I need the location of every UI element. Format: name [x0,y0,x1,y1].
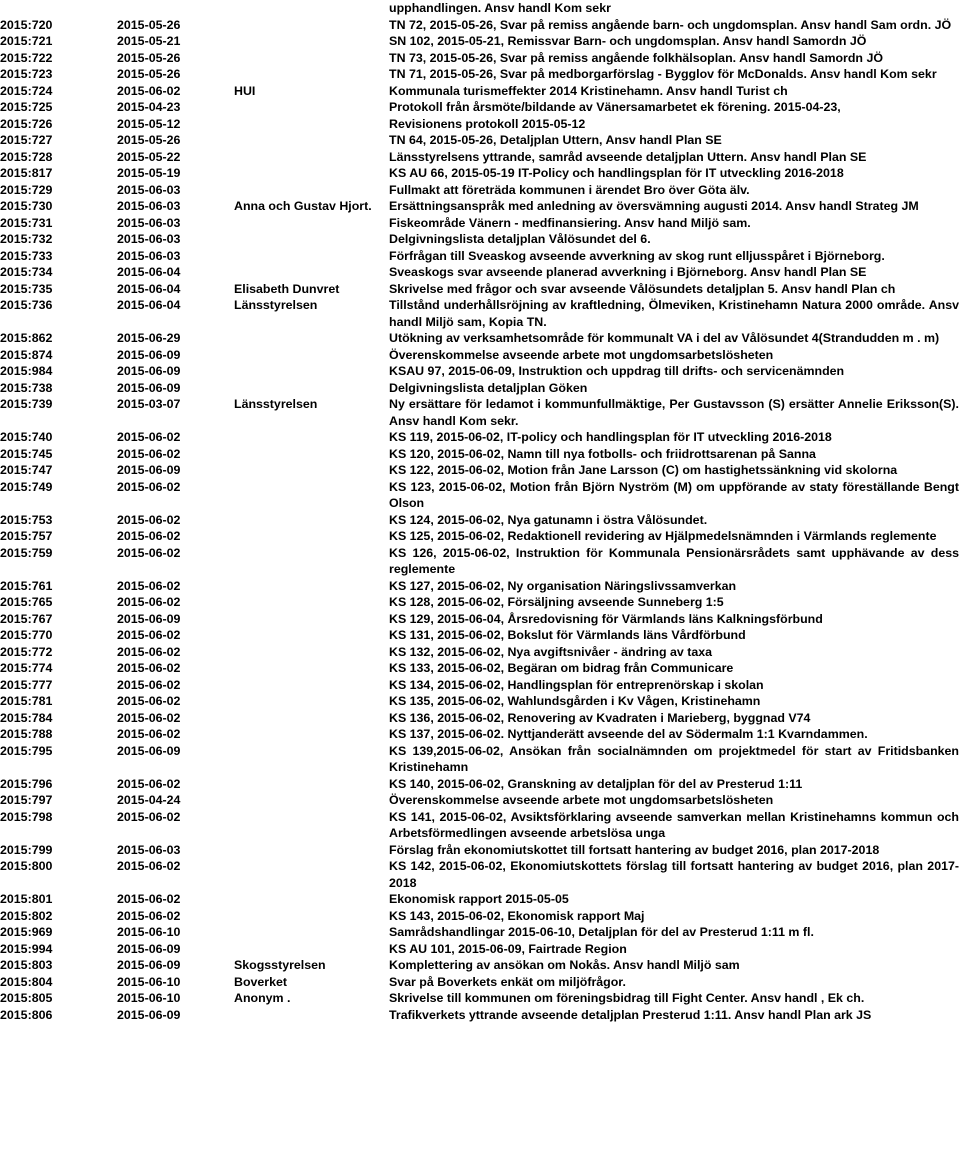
date: 2015-06-09 [117,743,181,758]
register-row [0,611,960,628]
diarienummer: 2015:720 [0,17,53,32]
register-row [0,462,960,479]
register-row [0,380,960,397]
subject: Tillstånd underhållsröjning av kraftledning, Ölmeviken, Kristinehamn Natura 2000 område. Ansv handl Miljö sam, Kopia TN. [389,298,959,329]
register-row [0,660,960,677]
date: 2015-06-02 [117,859,181,873]
register-row [0,512,960,529]
diarienummer: 2015:734 [0,265,53,279]
diarienummer: 2015:770 [0,628,53,642]
date: 2015-05-22 [117,149,181,164]
diarienummer: 2015:781 [0,694,53,708]
subject: Överenskommelse avseende arbete mot ungdomsarbetslösheten [389,347,774,362]
diarienummer: 2015:784 [0,710,53,725]
subject: Fullmakt att företräda kommunen i ärendet Bro över Göta älv. [389,182,750,197]
date: 2015-06-02 [117,727,181,741]
register-row [0,528,960,545]
date: 2015-06-02 [117,892,181,906]
sender: Skogsstyrelsen [234,958,326,972]
register-row [0,396,960,429]
date: 2015-06-02 [117,512,181,527]
date: 2015-06-04 [117,281,181,296]
date: 2015-06-03 [117,215,181,230]
date: 2015-06-03 [117,842,181,857]
register-row [0,165,960,182]
diarienummer: 2015:728 [0,149,53,164]
date: 2015-06-02 [117,446,181,461]
subject: KS 135, 2015-06-02, Wahlundsgården i Kv Vågen, Kristinehamn [389,694,761,708]
diarienummer: 2015:800 [0,859,53,873]
date: 2015-06-09 [117,941,181,956]
subject: Fiskeområde Vänern - medfinansiering. Ansv hand Miljö sam. [389,215,751,230]
register-row [0,83,960,100]
sender: Boverket [234,974,288,989]
date: 2015-06-02 [117,430,181,444]
subject: KS 127, 2015-06-02, Ny organisation Näringslivssamverkan [389,578,737,593]
register-row [0,297,960,330]
diarienummer: 2015:802 [0,908,53,923]
sender: HUI [234,83,256,98]
register-row [0,924,960,941]
sender: Anonym . [234,991,291,1005]
register-row [0,198,960,215]
register-row [0,726,960,743]
register-row [0,116,960,133]
sender: Anna och Gustav Hjort. [234,199,372,213]
date: 2015-06-02 [117,628,181,642]
date: 2015-06-02 [117,595,181,609]
date: 2015-06-09 [117,347,181,362]
subject: TN 64, 2015-05-26, Detaljplan Uttern, Ansv handl Plan SE [389,133,722,147]
diarienummer: 2015:774 [0,661,53,675]
subject: Trafikverkets yttrande avseende detaljplan Presterud 1:11. Ansv handl Plan ark JS [389,1007,872,1022]
subject: KS 141, 2015-06-02, Avsiktsförklaring avseende samverkan mellan Kristinehamns kommun och Arbetsförmedlingen avseende arbetslösa unga [389,809,959,840]
register-row [0,1007,960,1024]
subject: KS 129, 2015-06-04, Årsredovisning för Värmlands läns Kalkningsförbund [389,611,823,626]
subject: KS 140, 2015-06-02, Granskning av detaljplan för del av Presterud 1:11 [389,776,803,791]
register-row [0,792,960,809]
date: 2015-05-26 [117,50,181,65]
register-row [0,281,960,298]
diarienummer: 2015:969 [0,925,53,939]
date: 2015-06-09 [117,364,181,378]
diarienummer: 2015:984 [0,364,53,378]
diarienummer: 2015:723 [0,67,53,81]
subject: Svar på Boverkets enkät om miljöfrågor. [389,974,626,989]
date: 2015-06-04 [117,265,181,279]
date: 2015-06-03 [117,232,181,246]
diarienummer: 2015:806 [0,1007,53,1022]
register-row [0,182,960,199]
register-row [0,974,960,991]
subject: KS 124, 2015-06-02, Nya gatunamn i östra Vålösundet. [389,512,708,527]
register-row [0,17,960,34]
date: 2015-06-02 [117,710,181,725]
date: 2015-06-09 [117,1007,181,1022]
subject: Länsstyrelsens yttrande, samråd avseende detaljplan Uttern. Ansv handl Plan SE [389,149,867,164]
subject: Revisionens protokoll 2015-05-12 [389,116,586,131]
register-row [0,858,960,891]
subject: KS 122, 2015-06-02, Motion från Jane Larsson (C) om hastighetssänkning vid skolorna [389,463,898,477]
subject: KS 137, 2015-06-02. Nyttjanderätt avseende del av Södermalm 1:1 Kvarndammen. [389,727,868,741]
sender: Länsstyrelsen [234,298,318,312]
subject: KS 133, 2015-06-02, Begäran om bidrag från Communicare [389,661,734,675]
date: 2015-05-26 [117,67,181,81]
date: 2015-06-02 [117,661,181,675]
date: 2015-06-02 [117,644,181,659]
subject: KS 132, 2015-06-02, Nya avgiftsnivåer - ändring av taxa [389,644,713,659]
register-row [0,776,960,793]
diarienummer: 2015:765 [0,595,53,609]
register-row [0,710,960,727]
sender: Länsstyrelsen [234,397,318,411]
diarienummer: 2015:749 [0,479,53,494]
register-row [0,347,960,364]
subject: KS 139,2015-06-02, Ansökan från socialnämnden om projektmedel för start av Fritidsbanken Kristinehamn [389,743,959,774]
subject: KS AU 101, 2015-06-09, Fairtrade Region [389,941,627,956]
diarienummer: 2015:732 [0,232,53,246]
register-row [0,446,960,463]
date: 2015-06-02 [117,677,181,692]
diarienummer: 2015:729 [0,182,53,197]
diarienummer: 2015:767 [0,611,53,626]
date: 2015-05-12 [117,116,181,131]
register-row [0,941,960,958]
date: 2015-06-10 [117,974,181,989]
subject: KS 142, 2015-06-02, Ekonomiutskottets förslag till fortsatt hantering av budget 2016, plan 2017-2018 [389,859,959,890]
register-row [0,264,960,281]
date: 2015-06-02 [117,694,181,708]
register-row [0,479,960,512]
subject: Delgivningslista detaljplan Vålösundet del 6. [389,232,651,246]
date: 2015-06-09 [117,958,181,972]
diarienummer: 2015:805 [0,991,53,1005]
subject: TN 71, 2015-05-26, Svar på medborgarförslag - Bygglov för McDonalds. Ansv handl Kom sekr [389,67,937,81]
date: 2015-06-02 [117,578,181,593]
subject: Ekonomisk rapport 2015-05-05 [389,892,569,906]
diarienummer: 2015:777 [0,677,53,692]
subject: KS 136, 2015-06-02, Renovering av Kvadraten i Marieberg, byggnad V74 [389,710,811,725]
diarienummer: 2015:730 [0,199,53,213]
register-row [0,677,960,694]
diarienummer: 2015:862 [0,331,53,345]
register-row [0,99,960,116]
diarienummer: 2015:725 [0,100,53,114]
register-row [0,429,960,446]
register-row [0,66,960,83]
register-row [0,743,960,776]
subject: KS 120, 2015-06-02, Namn till nya fotbolls- och friidrottsarenan på Sanna [389,446,816,461]
diarienummer: 2015:722 [0,50,53,65]
diarienummer: 2015:747 [0,463,53,477]
register-row [0,693,960,710]
diarienummer: 2015:804 [0,974,53,989]
diarienummer: 2015:745 [0,446,53,461]
register-row [0,594,960,611]
date: 2015-06-04 [117,298,181,312]
diarienummer: 2015:731 [0,215,53,230]
subject: Protokoll från årsmöte/bildande av Vänersamarbetet ek förening. 2015-04-23, [389,100,841,114]
subject: Sveaskogs svar avseende planerad avverkning i Björneborg. Ansv handl Plan SE [389,265,867,279]
register-row [0,627,960,644]
subject: Delgivningslista detaljplan Göken [389,380,588,395]
continuation-row [0,0,960,17]
date: 2015-06-02 [117,776,181,791]
date: 2015-06-10 [117,925,181,939]
diarienummer: 2015:798 [0,809,53,824]
subject: KS 128, 2015-06-02, Försäljning avseende Sunneberg 1:5 [389,595,724,609]
date: 2015-04-24 [117,793,181,807]
date: 2015-06-09 [117,380,181,395]
subject: TN 72, 2015-05-26, Svar på remiss angående barn- och ungdomsplan. Ansv handl Sam ordn. JÖ [389,17,952,32]
subject: Ersättningsanspråk med anledning av översvämning augusti 2014. Ansv handl Strateg JM [389,199,919,213]
diarienummer: 2015:733 [0,248,53,263]
diarienummer: 2015:874 [0,347,53,362]
diarienummer: 2015:759 [0,545,53,560]
register-row [0,908,960,925]
register-row [0,809,960,842]
subject: Förslag från ekonomiutskottet till fortsatt hantering av budget 2016, plan 2017-2018 [389,842,880,857]
date: 2015-03-07 [117,397,181,411]
diarienummer: 2015:803 [0,958,53,972]
date: 2015-06-02 [117,529,181,543]
diarienummer: 2015:994 [0,941,53,956]
subject: Ny ersättare för ledamot i kommunfullmäktige, Per Gustavsson (S) ersätter Annelie Eriksson(S). Ansv handl Kom sekr. [389,397,959,428]
register-row [0,215,960,232]
date: 2015-06-09 [117,463,181,477]
sender: Elisabeth Dunvret [234,281,340,296]
subject: Överenskommelse avseende arbete mot ungdomsarbetslösheten [389,793,774,807]
register-row [0,842,960,859]
diarienummer: 2015:740 [0,430,53,444]
diarienummer: 2015:721 [0,34,53,48]
date: 2015-05-26 [117,133,181,147]
register-row [0,248,960,265]
diarienummer: 2015:739 [0,397,53,411]
diarienummer: 2015:817 [0,166,53,180]
subject: Skrivelse med frågor och svar avseende Vålösundets detaljplan 5. Ansv handl Plan ch [389,281,896,296]
diarienummer: 2015:772 [0,644,53,659]
subject: KS 123, 2015-06-02, Motion från Björn Nyström (M) om uppförande av staty föreställande Bengt Olson [389,479,959,510]
register-row [0,644,960,661]
register-row [0,578,960,595]
subject: Komplettering av ansökan om Nokås. Ansv handl Miljö sam [389,958,740,972]
date: 2015-06-09 [117,611,181,626]
subject: KS 131, 2015-06-02, Bokslut för Värmlands läns Vårdförbund [389,628,746,642]
date: 2015-06-10 [117,991,181,1005]
continuation-text: upphandlingen. Ansv handl Kom sekr [389,1,611,15]
diarienummer: 2015:757 [0,529,53,543]
subject: KS 125, 2015-06-02, Redaktionell revidering av Hjälpmedelsnämnden i Värmlands reglemente [389,529,937,543]
diarienummer: 2015:735 [0,281,53,296]
diarienummer: 2015:796 [0,776,53,791]
subject: Utökning av verksamhetsområde för kommunalt VA i del av Vålösundet 4(Strandudden m . m) [389,331,940,345]
register-row [0,990,960,1007]
diarienummer: 2015:753 [0,512,53,527]
subject: KS 143, 2015-06-02, Ekonomisk rapport Maj [389,908,645,923]
register-row [0,545,960,578]
date: 2015-06-02 [117,908,181,923]
diarienummer: 2015:788 [0,727,53,741]
date: 2015-06-03 [117,248,181,263]
register-row [0,50,960,67]
date: 2015-04-23 [117,100,181,114]
date: 2015-06-02 [117,545,181,560]
subject: Skrivelse till kommunen om föreningsbidrag till Fight Center. Ansv handl , Ek ch. [389,991,865,1005]
register-row [0,891,960,908]
diarienummer: 2015:727 [0,133,53,147]
register-row [0,363,960,380]
register-row [0,957,960,974]
date: 2015-05-21 [117,34,181,48]
date: 2015-06-02 [117,479,181,494]
date: 2015-06-02 [117,809,181,824]
subject: KS 134, 2015-06-02, Handlingsplan för entreprenörskap i skolan [389,677,764,692]
subject: Kommunala turismeffekter 2014 Kristinehamn. Ansv handl Turist ch [389,83,788,98]
register-row [0,330,960,347]
register-row [0,149,960,166]
date: 2015-05-19 [117,166,181,180]
subject: KS 119, 2015-06-02, IT-policy och handlingsplan för IT utveckling 2016-2018 [389,430,832,444]
subject: KS AU 66, 2015-05-19 IT-Policy och handlingsplan för IT utveckling 2016-2018 [389,166,844,180]
subject: SN 102, 2015-05-21, Remissvar Barn- och ungdomsplan. Ansv handl Samordn JÖ [389,34,867,48]
subject: TN 73, 2015-05-26, Svar på remiss angående folkhälsoplan. Ansv handl Samordn JÖ [389,50,883,65]
register-row [0,33,960,50]
subject: Förfrågan till Sveaskog avseende avverkning av skog runt elljusspåret i Björneborg. [389,248,885,263]
diarienummer: 2015:726 [0,116,53,131]
subject: KS 126, 2015-06-02, Instruktion för Kommunala Pensionärsrådets samt upphävande av dess reglemente [389,545,959,576]
diarienummer: 2015:795 [0,743,53,758]
diarienummer: 2015:738 [0,380,53,395]
date: 2015-06-29 [117,331,181,345]
subject: Samrådshandlingar 2015-06-10, Detaljplan för del av Presterud 1:11 m fl. [389,925,814,939]
diarienummer: 2015:736 [0,298,53,312]
diarienummer: 2015:799 [0,842,53,857]
diarienummer: 2015:801 [0,892,53,906]
subject: KSAU 97, 2015-06-09, Instruktion och uppdrag till drifts- och servicenämnden [389,364,845,378]
diarienummer: 2015:761 [0,578,53,593]
register-list [0,17,960,1024]
diarienummer: 2015:797 [0,793,53,807]
register-row [0,231,960,248]
date: 2015-06-03 [117,199,181,213]
date: 2015-06-03 [117,182,181,197]
diarienummer: 2015:724 [0,83,53,98]
date: 2015-06-02 [117,83,181,98]
date: 2015-05-26 [117,17,181,32]
register-row [0,132,960,149]
